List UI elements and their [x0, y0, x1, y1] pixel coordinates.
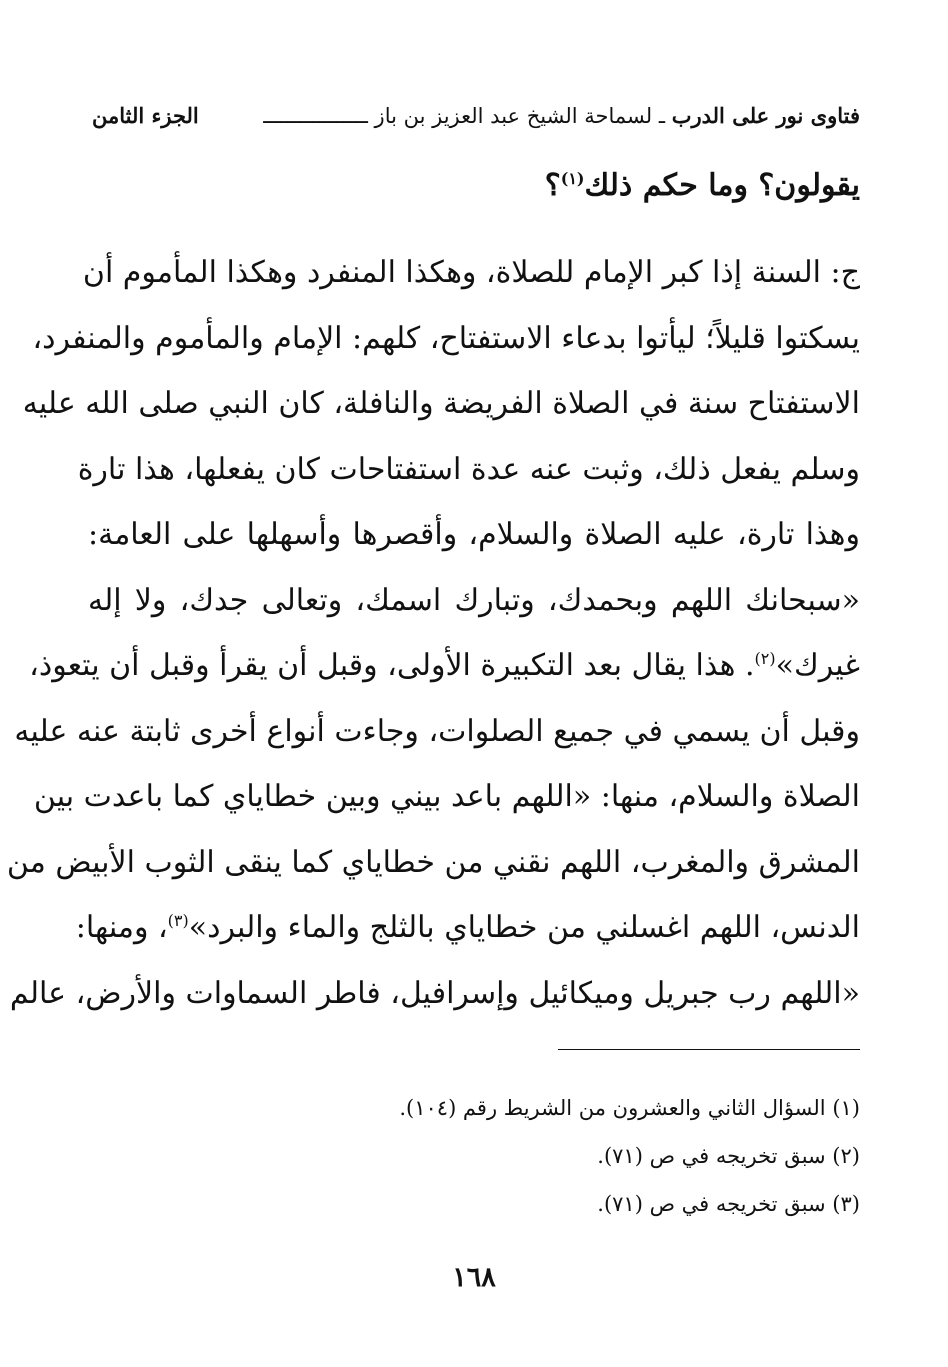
body-text-segment: غيرك» [775, 648, 860, 683]
header-author: لسماحة الشيخ عبد العزيز بن باز [374, 104, 653, 128]
footnote-3: (٣) سبق تخريجه في ص (٧١). [597, 1192, 860, 1216]
page-number: ١٦٨ [452, 1262, 496, 1293]
question-heading [545, 158, 860, 214]
question-end: ؟ [544, 168, 561, 203]
body-line: ج: السنة إذا كبر الإمام للصلاة، وهكذا المنفرد وهكذا المأموم أن [82, 255, 860, 290]
footnote-ref-1: (١) [560, 169, 585, 188]
body-text-segment: الدنس، اللهم اغسلني من خطاياي بالثلج والماء والبرد» [188, 910, 860, 945]
body-line: «اللهم رب جبريل وميكائيل وإسرافيل، فاطر السماوات والأرض، عالم [9, 975, 860, 1011]
footnote-1: (١) السؤال الثاني والعشرون من الشريط رقم (١٠٤). [399, 1096, 860, 1120]
header-separator: ـ [658, 104, 666, 128]
body-text-segment: . هذا يقال بعد التكبيرة الأولى، وقبل أن يقرأ وقبل أن يتعوذ، [29, 648, 755, 683]
body-line: وسلم يفعل ذلك، وثبت عنه عدة استفتاحات كان يفعلها، هذا تارة [77, 451, 860, 487]
body-line: الاستفتاح سنة في الصلاة الفريضة والنافلة، كان النبي صلى الله عليه [22, 386, 860, 421]
footnote-divider [558, 1049, 860, 1050]
body-line: المشرق والمغرب، اللهم نقني من خطاياي كما ينقى الثوب الأبيض من [6, 844, 860, 880]
question-text: يقولون؟ وما حكم ذلك [584, 168, 860, 203]
book-title: فتاوى نور على الدرب [671, 103, 860, 128]
footnotes [340, 1084, 860, 1228]
header-dash: ـــــــــــــــــ [263, 104, 368, 128]
running-header [92, 96, 860, 136]
body-line [29, 633, 860, 699]
body-line: يسكتوا قليلاً؛ ليأتوا بدعاء الاستفتاح، كلهم: الإمام والمأموم والمنفرد، [32, 320, 860, 356]
body-line [75, 895, 860, 961]
body-line: الصلاة والسلام، منها: «اللهم باعد بيني وبين خطاياي كما باعدت بين [33, 779, 860, 814]
body-text-segment: ، ومنها: [75, 910, 168, 945]
header-part: الجزء الثامن [92, 103, 199, 128]
footnote-2: (٢) سبق تخريجه في ص (٧١). [597, 1144, 860, 1168]
body-line: «سبحانك اللهم وبحمدك، وتبارك اسمك، وتعالى جدك، ولا إله [88, 582, 860, 618]
footnote-ref-2: (٢) [754, 649, 776, 668]
footnote-ref-3: (٣) [167, 911, 189, 930]
body-line: وقبل أن يسمي في جميع الصلوات، وجاءت أنواع أخرى ثابتة عنه عليه [14, 713, 860, 749]
answer-body [6, 240, 860, 1026]
body-line: وهذا تارة، عليه الصلاة والسلام، وأقصرها وأسهلها على العامة: [88, 517, 860, 552]
